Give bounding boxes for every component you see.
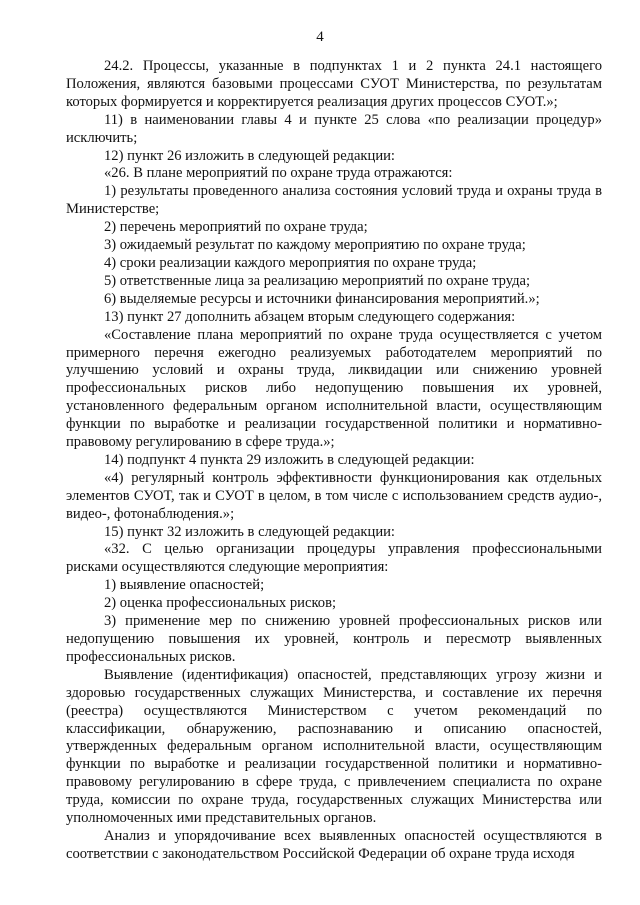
list-item-26-2: 2) перечень мероприятий по охране труда; xyxy=(104,219,368,236)
paragraph-26-intro: «26. В плане мероприятий по охране труда отражаются: xyxy=(104,165,453,182)
page-number: 4 xyxy=(316,29,324,45)
paragraph-hazard-analysis: Анализ и упорядочивание всех выявленных опасностей осуществляются в соответствии с законодательством Российской Федерации об охране труда исходя xyxy=(66,827,602,862)
paragraph-item-15: 15) пункт 32 изложить в следующей редакции: xyxy=(104,523,395,540)
list-item-32-2: 2) оценка профессиональных рисков; xyxy=(104,595,337,612)
list-item-26-4: 4) сроки реализации каждого мероприятия по охране труда; xyxy=(104,254,477,271)
list-item-26-6: 6) выделяемые ресурсы и источники финансирования мероприятий.»; xyxy=(104,290,540,307)
paragraph-item-13: 13) пункт 27 дополнить абзацем вторым следующего содержания: xyxy=(104,308,516,325)
paragraph-29-4: «4) регулярный контроль эффективности функционирования как отдельных элементов СУОТ, так и СУОТ в целом, в том числе с использованием средств аудио-, видео-, фотонаблюдения.»; xyxy=(66,469,602,522)
paragraph-item-11: 11) в наименовании главы 4 и пункте 25 слова «по реализации процедур» исключить; xyxy=(66,111,602,146)
list-item-32-3: 3) применение мер по снижению уровней профессиональных рисков или недопущению повышения их уровней, контроль и пересмотр выявленных профессиональных рисков. xyxy=(66,613,602,665)
paragraph-item-14: 14) подпункт 4 пункта 29 изложить в следующей редакции: xyxy=(104,451,475,468)
paragraph-hazard-identification: Выявление (идентификация) опасностей, представляющих угрозу жизни и здоровью государственных служащих Министерства, и составление их перечня (реестра) осуществляются Министерством с учетом рекомендаций по классификации, обнаружению, распознаванию и описанию опасностей, утвержденных федеральным органом исполнительной власти, осуществляющим функции по выработке и реализации государственной политики и нормативно-правовому регулированию в сфере труда, с привлечением специалиста по охране труда, комиссии по охране труда, государственных служащих Министерства или уполномоченных ими представительных органов. xyxy=(66,666,602,827)
list-item-26-5: 5) ответственные лица за реализацию мероприятий по охране труда; xyxy=(104,272,531,289)
list-item-26-3: 3) ожидаемый результат по каждому мероприятию по охране труда; xyxy=(104,237,526,254)
paragraph-item-12: 12) пункт 26 изложить в следующей редакции: xyxy=(104,147,395,164)
paragraph-24-2: 24.2. Процессы, указанные в подпунктах 1 и 2 пункта 24.1 настоящего Положения, являются базовыми процессами СУОТ Министерства, по результатам которых формируется и корректируется реализация других процессов СУОТ.»; xyxy=(66,58,602,110)
document-body xyxy=(66,58,602,864)
list-item-32-1: 1) выявление опасностей; xyxy=(104,577,265,594)
paragraph-27-addition: «Составление плана мероприятий по охране труда осуществляется с учетом примерного перечня ежегодно реализуемых работодателем мероприятий по улучшению условий и охраны труда, ликвидации или снижению уровней профессиональных рисков либо недопущению повышения их уровней, установленного федеральным органом исполнительной власти, осуществляющим функции по выработке и реализации государственной политики и нормативно-правовому регулированию в сфере труда.»; xyxy=(66,326,602,451)
paragraph-32-intro: «32. С целью организации процедуры управления профессиональными рисками осуществляются следующие мероприятия: xyxy=(66,541,602,576)
list-item-26-1: 1) результаты проведенного анализа состояния условий труда и охраны труда в Министерстве; xyxy=(66,183,602,218)
